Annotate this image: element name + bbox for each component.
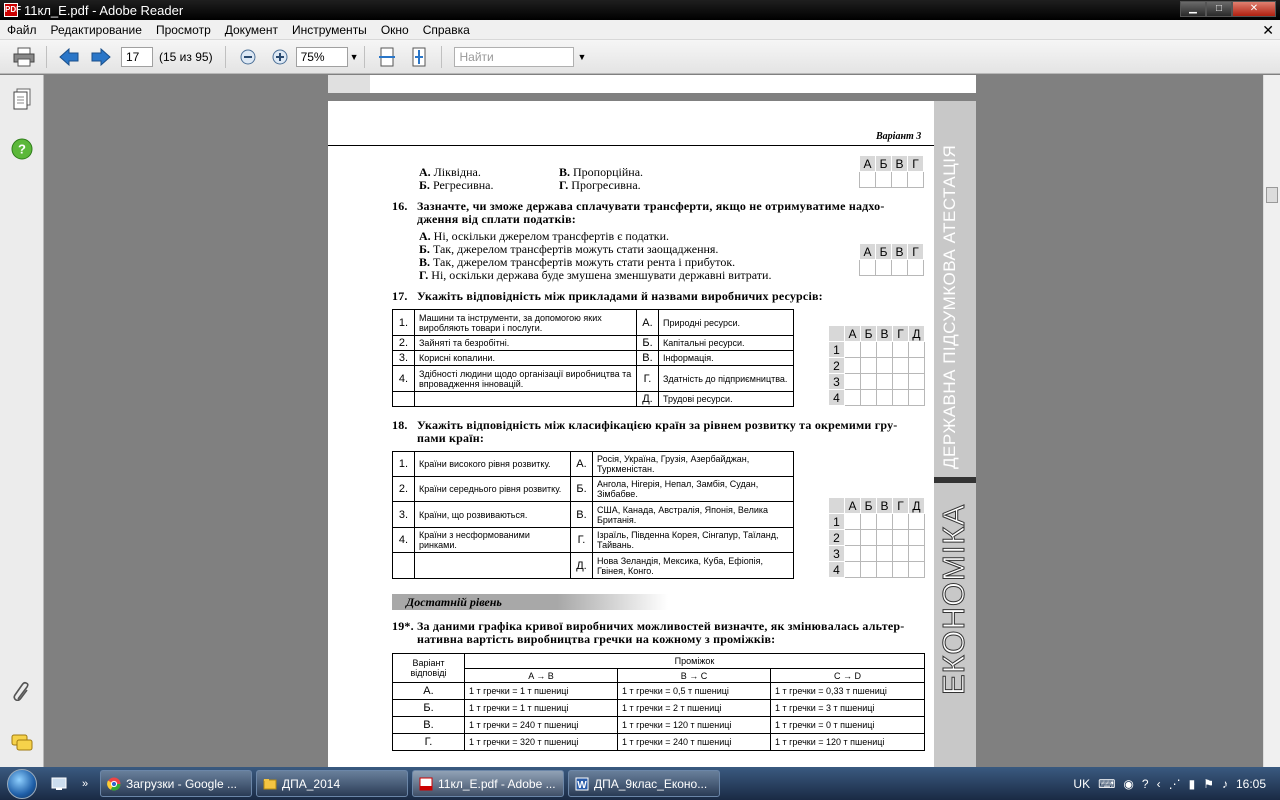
q19-table — [392, 653, 925, 751]
answer-cell[interactable] — [909, 374, 925, 390]
answer-cell[interactable] — [845, 374, 861, 390]
q19-cell: 1 т гречки = 240 т пшениці — [618, 734, 771, 751]
task-chrome[interactable] — [100, 770, 252, 797]
answer-cell[interactable] — [909, 358, 925, 374]
q18-left-item: Країни середнього рівня розвитку. — [415, 477, 571, 502]
zoom-in-icon[interactable] — [268, 45, 292, 69]
answer-cell[interactable] — [845, 514, 861, 530]
help-tray-icon[interactable]: ? — [1141, 776, 1149, 791]
menu-file[interactable]: Файл — [7, 22, 37, 37]
word-icon — [575, 777, 589, 791]
pdf-page — [328, 101, 976, 767]
q17-row-num: 3. — [393, 351, 415, 366]
answer-cell[interactable] — [861, 562, 877, 578]
q17-left-item: Машини та інструменти, за допомогою яких виробляють товари і послуги. — [415, 310, 637, 336]
grid-header: Д — [909, 326, 925, 342]
sidebar-title: ДЕРЖАВНА ПІДСУМКОВА АТЕСТАЦІЯ — [940, 144, 959, 469]
answer-cell[interactable] — [877, 374, 893, 390]
q18-letter: Д. — [571, 553, 593, 579]
q17-row-num: 4. — [393, 366, 415, 392]
q18-right-item: Ізраїль, Південна Корея, Сінгапур, Таїланд, Тайвань. — [593, 528, 794, 553]
answer-cell[interactable] — [845, 530, 861, 546]
previous-page-icon[interactable] — [57, 45, 81, 69]
page-number-input[interactable]: 17 — [121, 47, 153, 67]
grid-header: В — [877, 498, 893, 514]
answer-cell[interactable] — [892, 172, 908, 188]
q18-row-num: 4. — [393, 528, 415, 553]
menu-bar — [0, 20, 1280, 40]
q17-right-item: Інформація. — [659, 351, 794, 366]
zoom-select[interactable] — [296, 47, 348, 67]
answer-cell[interactable] — [893, 562, 909, 578]
answer-cell[interactable] — [909, 530, 925, 546]
language-indicator[interactable]: UK — [1073, 776, 1091, 791]
maximize-button[interactable]: □ — [1206, 1, 1232, 17]
q17-text: Укажіть відповідність між прикладами й назвами виробничих ресурсів: — [417, 289, 823, 303]
answer-cell[interactable] — [877, 530, 893, 546]
answer-cell[interactable] — [845, 390, 861, 406]
q19-cell: 1 т гречки = 2 т пшениці — [618, 700, 771, 717]
menu-window[interactable]: Окно — [380, 22, 409, 37]
answer-cell[interactable] — [908, 172, 924, 188]
answer-cell[interactable] — [893, 342, 909, 358]
clock[interactable]: 16:05 — [1235, 776, 1266, 791]
q19-cell: 1 т гречки = 0,33 т пшениці — [771, 683, 925, 700]
q16-option-v: В. Так, джерелом трансфертів можуть стати рента і прибуток. — [419, 255, 736, 269]
answer-cell[interactable] — [877, 342, 893, 358]
answer-cell[interactable] — [877, 562, 893, 578]
q17-left-item: Здібності людини щодо організації виробництва та впровадження інновацій. — [415, 366, 637, 392]
zoom-value: 75% — [300, 49, 325, 64]
q16-answer-grid — [859, 243, 924, 276]
close-document-icon[interactable]: ✕ — [1262, 22, 1274, 38]
q18-left-item: Країни з несформованими ринками. — [415, 528, 571, 553]
answer-cell[interactable] — [861, 342, 877, 358]
folder-icon — [263, 777, 277, 791]
grid-header: А — [860, 156, 876, 172]
flag-icon[interactable]: ⚑ — [1203, 776, 1214, 791]
answer-cell[interactable] — [861, 374, 877, 390]
q19-text-line2: нативна вартість виробництва гречки на кожному з проміжків: — [417, 632, 776, 646]
q18-right-item: Нова Зеландія, Мексика, Куба, Ефіопія, Гвінея, Конго. — [593, 553, 794, 579]
q17-letter: В. — [637, 351, 659, 366]
svg-text:W: W — [577, 779, 587, 791]
q16-option-g: Г. Ні, оскільки держава буде змушена зменшувати державні витрати. — [419, 268, 772, 282]
q19-variant-letter: В. — [393, 717, 465, 734]
q17-letter: А. — [637, 310, 659, 336]
grid-header: В — [892, 244, 908, 260]
section-banner — [392, 594, 668, 610]
zoom-out-icon[interactable] — [236, 45, 260, 69]
q18-answer-grid — [828, 497, 925, 578]
task-adobe-reader[interactable] — [412, 770, 564, 797]
page-count: (15 из 95) — [159, 49, 213, 64]
q18-left-item: Країни, що розвиваються. — [415, 502, 571, 528]
vertical-scrollbar[interactable] — [1263, 75, 1280, 767]
q19-number: 19*. — [392, 619, 414, 633]
start-button[interactable] — [0, 767, 44, 800]
task-folder[interactable] — [256, 770, 408, 797]
q19-interval: C → D — [771, 669, 925, 683]
q17-letter: Б. — [637, 336, 659, 351]
fit-page-icon[interactable] — [407, 45, 431, 69]
quicklaunch-overflow[interactable]: » — [81, 777, 89, 790]
adobe-reader-icon: PDF — [4, 3, 18, 17]
q17-letter: Д. — [637, 392, 659, 407]
attachments-icon[interactable] — [10, 680, 34, 704]
find-dropdown-icon[interactable]: ▼ — [577, 51, 587, 62]
grid-header: Б — [876, 244, 892, 260]
grid-row-label: 1 — [829, 342, 845, 358]
answer-cell[interactable] — [909, 342, 925, 358]
q19-variant-letter: Б. — [393, 700, 465, 717]
grid-header: Б — [861, 326, 877, 342]
fit-width-icon[interactable] — [375, 45, 399, 69]
answer-cell[interactable] — [845, 358, 861, 374]
q19-cell: 1 т гречки = 0 т пшениці — [771, 717, 925, 734]
task-label: Загрузки - Google ... — [126, 776, 237, 791]
q16-option-b: Б. Так, джерелом трансфертів можуть стати заощадження. — [419, 242, 719, 256]
q18-row-num: 3. — [393, 502, 415, 528]
network-icon[interactable]: ◉ — [1123, 776, 1134, 791]
system-tray — [1069, 767, 1280, 800]
answer-cell[interactable] — [860, 260, 876, 276]
minimize-button[interactable]: ▁ — [1180, 1, 1206, 17]
q17-letter: Г. — [637, 366, 659, 392]
q18-letter: А. — [571, 452, 593, 477]
q17-row-num: 2. — [393, 336, 415, 351]
grid-header: Г — [908, 244, 924, 260]
q18-letter: Б. — [571, 477, 593, 502]
q17-row-num — [393, 392, 415, 407]
q17-left-item: Корисні копалини. — [415, 351, 637, 366]
power-icon[interactable]: ▮ — [1188, 776, 1196, 791]
grid-row-label: 3 — [829, 546, 845, 562]
q19-cell: 1 т гречки = 120 т пшениці — [771, 734, 925, 751]
menu-help[interactable]: Справка — [422, 22, 470, 37]
grid-header: В — [877, 326, 893, 342]
q17-match-table — [392, 309, 794, 407]
q19-cell: 1 т гречки = 1 т пшениці — [465, 700, 618, 717]
q15-option-b: Б. Регресивна. — [419, 178, 494, 192]
q15-option-v: В. Пропорційна. — [559, 165, 644, 179]
volume-icon[interactable]: ♪ — [1221, 776, 1228, 791]
scrollbar-thumb[interactable] — [1266, 187, 1278, 203]
q19-cell: 1 т гречки = 0,5 т пшениці — [618, 683, 771, 700]
task-label: ДПА_2014 — [282, 776, 341, 791]
chrome-icon — [107, 777, 121, 791]
q18-right-item: США, Канада, Австралія, Японія, Велика Британія. — [593, 502, 794, 528]
q15-option-a: А. Ліквідна. — [419, 165, 481, 179]
answer-cell[interactable] — [877, 546, 893, 562]
q15-answer-grid — [859, 155, 924, 188]
find-input[interactable]: Найти — [454, 47, 574, 67]
answer-cell[interactable] — [893, 374, 909, 390]
grid-row-label: 4 — [829, 562, 845, 578]
sidebar-subject: ЕКОНОМІКА — [936, 503, 971, 695]
menu-edit[interactable]: Редактирование — [50, 22, 142, 37]
grid-header: Г — [893, 498, 909, 514]
q19-cell: 1 т гречки = 240 т пшениці — [465, 717, 618, 734]
pdf-icon — [419, 777, 433, 791]
print-icon[interactable] — [12, 45, 36, 69]
q18-row-num: 1. — [393, 452, 415, 477]
menu-view[interactable]: Просмотр — [155, 22, 211, 37]
grid-header: Б — [861, 498, 877, 514]
answer-cell[interactable] — [876, 260, 892, 276]
q18-row-num — [393, 553, 415, 579]
answer-cell[interactable] — [861, 514, 877, 530]
answer-cell[interactable] — [892, 260, 908, 276]
grid-header: Г — [908, 156, 924, 172]
show-desktop-icon[interactable] — [48, 773, 70, 795]
answer-cell[interactable] — [845, 562, 861, 578]
answer-cell[interactable] — [893, 546, 909, 562]
toolbar — [0, 40, 1280, 74]
answer-cell[interactable] — [908, 260, 924, 276]
q18-right-item: Ангола, Нігерія, Непал, Замбія, Судан, Зімбабве. — [593, 477, 794, 502]
help-icon[interactable] — [10, 137, 34, 161]
taskbar — [0, 767, 1280, 800]
q19-text-line1: За даними графіка кривої виробничих можливостей визначте, як змінювалась альтер- — [417, 619, 905, 633]
menu-tools[interactable]: Инструменты — [291, 22, 367, 37]
q17-row-num: 1. — [393, 310, 415, 336]
q16-number: 16. — [392, 199, 408, 213]
answer-cell[interactable] — [861, 390, 877, 406]
q17-left-item — [415, 392, 637, 407]
section-banner-text: Достатній рівень — [406, 595, 502, 609]
answer-cell[interactable] — [861, 530, 877, 546]
q18-letter: В. — [571, 502, 593, 528]
q18-letter: Г. — [571, 528, 593, 553]
answer-cell[interactable] — [877, 514, 893, 530]
q17-right-item: Капітальні ресурси. — [659, 336, 794, 351]
navigation-panel — [0, 75, 44, 767]
menu-document[interactable]: Документ — [224, 22, 278, 37]
title-bar — [0, 0, 1280, 20]
task-label: 11кл_Е.pdf - Adobe ... — [438, 776, 556, 791]
q18-text-line2: пами країн: — [417, 431, 485, 445]
grid-header: Б — [876, 156, 892, 172]
close-button[interactable]: ✕ — [1232, 1, 1276, 17]
answer-cell[interactable] — [909, 562, 925, 578]
keyboard-icon[interactable]: ⌨ — [1098, 776, 1116, 791]
grid-row-label: 2 — [829, 530, 845, 546]
answer-cell[interactable] — [893, 390, 909, 406]
q19-cell: 1 т гречки = 3 т пшениці — [771, 700, 925, 717]
q18-row-num: 2. — [393, 477, 415, 502]
zoom-dropdown-icon[interactable]: ▼ — [349, 51, 359, 62]
q19-variant-header: Варіант відповіді — [393, 654, 465, 683]
q16-option-a: А. Ні, оскільки джерелом трансфертів є податки. — [419, 229, 670, 243]
q19-interval: B → C — [618, 669, 771, 683]
answer-cell[interactable] — [876, 172, 892, 188]
answer-cell[interactable] — [893, 358, 909, 374]
q17-right-item: Природні ресурси. — [659, 310, 794, 336]
answer-cell[interactable] — [877, 390, 893, 406]
q18-number: 18. — [392, 418, 408, 432]
page-sidebar — [934, 101, 976, 767]
q19-cell: 1 т гречки = 320 т пшениці — [465, 734, 618, 751]
q17-number: 17. — [392, 289, 408, 303]
q17-right-item: Здатність до підприємництва. — [659, 366, 794, 392]
notification-arrow-icon[interactable]: ‹ — [1156, 776, 1161, 791]
q17-left-item: Зайняті та безробітні. — [415, 336, 637, 351]
answer-cell[interactable] — [860, 172, 876, 188]
answer-cell[interactable] — [893, 530, 909, 546]
grid-row-label: 4 — [829, 390, 845, 406]
answer-cell[interactable] — [893, 514, 909, 530]
answer-cell[interactable] — [845, 342, 861, 358]
q19-cell: 1 т гречки = 120 т пшениці — [618, 717, 771, 734]
answer-cell[interactable] — [909, 514, 925, 530]
window-title: 11кл_Е.pdf - Adobe Reader — [24, 2, 184, 18]
grid-header: Г — [893, 326, 909, 342]
variant-header: Варіант 3 — [876, 131, 922, 142]
q19-interval: A → B — [465, 669, 618, 683]
grid-row-label: 2 — [829, 358, 845, 374]
pages-icon[interactable] — [10, 87, 34, 111]
grid-header: А — [845, 326, 861, 342]
grid-header: Д — [909, 498, 925, 514]
q16-text-line1: Зазначте, чи зможе держава сплачувати трансферти, якщо не отримуватиме надхо- — [417, 199, 885, 213]
document-view — [45, 75, 1263, 767]
q17-answer-grid — [828, 325, 925, 406]
task-label: ДПА_9клас_Еконо... — [594, 776, 708, 791]
answer-cell[interactable] — [877, 358, 893, 374]
grid-header: В — [892, 156, 908, 172]
grid-header: А — [860, 244, 876, 260]
q17-right-item: Трудові ресурси. — [659, 392, 794, 407]
q19-cell: 1 т гречки = 1 т пшениці — [465, 683, 618, 700]
grid-row-label: 1 — [829, 514, 845, 530]
q15-option-g: Г. Прогресивна. — [559, 178, 641, 192]
q18-match-table — [392, 451, 794, 579]
q19-interval-header: Проміжок — [465, 654, 925, 669]
answer-cell[interactable] — [909, 390, 925, 406]
q19-variant-letter: Г. — [393, 734, 465, 751]
q18-left-item: Країни високого рівня розвитку. — [415, 452, 571, 477]
q18-left-item — [415, 553, 571, 579]
q18-right-item: Росія, Україна, Грузія, Азербайджан, Туркменістан. — [593, 452, 794, 477]
previous-page-bottom — [328, 75, 976, 93]
grid-row-label: 3 — [829, 374, 845, 390]
q18-text-line1: Укажіть відповідність між класифікацією країн за рівнем розвитку та окремими гру- — [417, 418, 898, 432]
wifi-icon[interactable]: ⋰ — [1168, 776, 1181, 791]
grid-header: А — [845, 498, 861, 514]
q16-text-line2: дження від сплати податків: — [417, 212, 576, 226]
q19-variant-letter: А. — [393, 683, 465, 700]
answer-cell[interactable] — [861, 358, 877, 374]
answer-cell[interactable] — [845, 546, 861, 562]
answer-cell[interactable] — [861, 546, 877, 562]
task-word[interactable] — [568, 770, 720, 797]
answer-cell[interactable] — [909, 546, 925, 562]
next-page-icon[interactable] — [89, 45, 113, 69]
svg-text:?: ? — [18, 141, 26, 157]
comments-icon[interactable] — [10, 731, 34, 755]
windows-logo-icon — [7, 769, 37, 799]
